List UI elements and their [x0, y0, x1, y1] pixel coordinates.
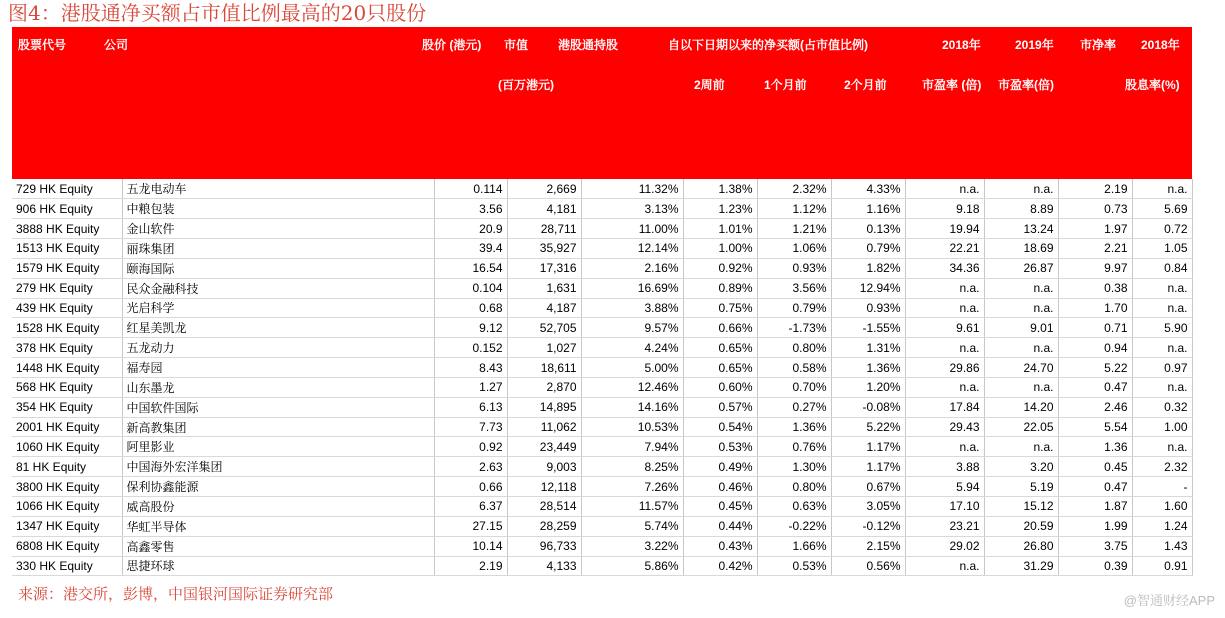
- table-row: [12, 536, 1192, 556]
- cell-value: -1.73%: [757, 318, 831, 338]
- cell-value: 4.33%: [831, 179, 905, 199]
- cell-value: n.a.: [1132, 298, 1192, 318]
- cell-value: n.a.: [984, 437, 1058, 457]
- table-row: [12, 179, 1192, 199]
- cell-value: 1,027: [507, 338, 581, 358]
- cell-value: 3.20: [984, 457, 1058, 477]
- cell-value: 20.59: [984, 516, 1058, 536]
- cell-value: 0.42%: [683, 556, 757, 576]
- cell-value: 14.16%: [581, 397, 683, 417]
- cell-value: 2,870: [507, 377, 581, 397]
- cell-company: 阿里影业: [122, 437, 434, 457]
- cell-value: 0.97: [1132, 358, 1192, 378]
- cell-value: 11.32%: [581, 179, 683, 199]
- cell-value: 5.86%: [581, 556, 683, 576]
- cell-value: 3.88%: [581, 298, 683, 318]
- cell-value: 1.97: [1058, 219, 1132, 239]
- cell-value: 4.24%: [581, 338, 683, 358]
- cell-code: 1513 HK Equity: [12, 239, 122, 259]
- header-mcap-unit: (百万港元): [498, 78, 554, 92]
- cell-value: n.a.: [905, 278, 984, 298]
- cell-value: 22.05: [984, 417, 1058, 437]
- cell-value: 2.46: [1058, 397, 1132, 417]
- cell-value: 5.54: [1058, 417, 1132, 437]
- header-code: 股票代号: [18, 38, 67, 52]
- header-2m: 2个月前: [844, 78, 887, 92]
- cell-value: 17.84: [905, 397, 984, 417]
- header-dy-year: 2018年: [1141, 38, 1180, 52]
- cell-value: -1.55%: [831, 318, 905, 338]
- cell-value: n.a.: [905, 556, 984, 576]
- cell-value: 20.9: [434, 219, 507, 239]
- cell-value: 16.69%: [581, 278, 683, 298]
- cell-value: 10.14: [434, 536, 507, 556]
- cell-value: 39.4: [434, 239, 507, 259]
- cell-value: 0.93%: [831, 298, 905, 318]
- cell-company: 五龙电动车: [122, 179, 434, 199]
- cell-value: n.a.: [984, 298, 1058, 318]
- cell-value: n.a.: [905, 298, 984, 318]
- header-pe18-year: 2018年: [942, 38, 981, 52]
- cell-value: 15.12: [984, 497, 1058, 517]
- cell-value: 7.26%: [581, 477, 683, 497]
- cell-value: 5.22%: [831, 417, 905, 437]
- cell-company: 金山软件: [122, 219, 434, 239]
- cell-value: 5.74%: [581, 516, 683, 536]
- cell-value: 1.00: [1132, 417, 1192, 437]
- cell-value: 0.45: [1058, 457, 1132, 477]
- cell-value: n.a.: [1132, 278, 1192, 298]
- cell-value: 3.13%: [581, 199, 683, 219]
- cell-value: 0.43%: [683, 536, 757, 556]
- cell-value: 0.13%: [831, 219, 905, 239]
- cell-value: 0.80%: [757, 338, 831, 358]
- cell-value: 5.22: [1058, 358, 1132, 378]
- cell-value: 0.56%: [831, 556, 905, 576]
- cell-value: 8.25%: [581, 457, 683, 477]
- cell-value: 1.87: [1058, 497, 1132, 517]
- cell-value: 0.45%: [683, 497, 757, 517]
- cell-value: n.a.: [984, 377, 1058, 397]
- cell-value: 9.97: [1058, 258, 1132, 278]
- cell-company: 福寿园: [122, 358, 434, 378]
- cell-value: n.a.: [905, 179, 984, 199]
- cell-value: 18.69: [984, 239, 1058, 259]
- cell-value: 5.90: [1132, 318, 1192, 338]
- cell-value: 0.73: [1058, 199, 1132, 219]
- header-2w: 2周前: [694, 78, 725, 92]
- cell-value: 0.39: [1058, 556, 1132, 576]
- table-row: [12, 556, 1192, 576]
- cell-company: 五龙动力: [122, 338, 434, 358]
- cell-value: 7.73: [434, 417, 507, 437]
- cell-value: 29.43: [905, 417, 984, 437]
- cell-company: 红星美凯龙: [122, 318, 434, 338]
- header-dy: 股息率(%): [1125, 78, 1180, 92]
- cell-value: 0.60%: [683, 377, 757, 397]
- cell-value: 0.79%: [757, 298, 831, 318]
- cell-value: 3.22%: [581, 536, 683, 556]
- cell-value: 2.19: [434, 556, 507, 576]
- cell-value: 2.32: [1132, 457, 1192, 477]
- cell-value: 0.66%: [683, 318, 757, 338]
- cell-value: 1.12%: [757, 199, 831, 219]
- cell-value: 0.53%: [757, 556, 831, 576]
- cell-value: 19.94: [905, 219, 984, 239]
- stock-table: [12, 179, 1193, 576]
- cell-company: 中国软件国际: [122, 397, 434, 417]
- cell-value: -0.12%: [831, 516, 905, 536]
- table-row: [12, 417, 1192, 437]
- table-row: [12, 219, 1192, 239]
- cell-value: 0.66: [434, 477, 507, 497]
- table-row: [12, 477, 1192, 497]
- header-netbuy: 自以下日期以来的净买额(占市值比例): [668, 38, 868, 52]
- cell-value: 24.70: [984, 358, 1058, 378]
- cell-code: 378 HK Equity: [12, 338, 122, 358]
- cell-value: 0.54%: [683, 417, 757, 437]
- header-pe18: 市盈率 (倍): [922, 78, 982, 92]
- cell-value: 16.54: [434, 258, 507, 278]
- cell-value: 7.94%: [581, 437, 683, 457]
- cell-value: 0.91: [1132, 556, 1192, 576]
- cell-value: 1.20%: [831, 377, 905, 397]
- cell-value: 1.16%: [831, 199, 905, 219]
- cell-value: n.a.: [905, 377, 984, 397]
- cell-value: n.a.: [984, 338, 1058, 358]
- cell-code: 279 HK Equity: [12, 278, 122, 298]
- cell-company: 思捷环球: [122, 556, 434, 576]
- cell-company: 民众金融科技: [122, 278, 434, 298]
- header-company: 公司: [104, 38, 129, 52]
- cell-value: 5.94: [905, 477, 984, 497]
- cell-value: 23,449: [507, 437, 581, 457]
- cell-value: 1.05: [1132, 239, 1192, 259]
- header-pe19: 市盈率(倍): [998, 78, 1054, 92]
- header-pb: 市净率: [1080, 38, 1117, 52]
- cell-value: 23.21: [905, 516, 984, 536]
- cell-value: 3.56: [434, 199, 507, 219]
- cell-value: 1.99: [1058, 516, 1132, 536]
- cell-value: 1.36: [1058, 437, 1132, 457]
- cell-code: 1448 HK Equity: [12, 358, 122, 378]
- cell-value: 17,316: [507, 258, 581, 278]
- cell-value: 1.82%: [831, 258, 905, 278]
- table-row: [12, 199, 1192, 219]
- cell-company: 光启科学: [122, 298, 434, 318]
- cell-value: 0.63%: [757, 497, 831, 517]
- cell-code: 330 HK Equity: [12, 556, 122, 576]
- cell-value: 0.49%: [683, 457, 757, 477]
- watermark: @智通财经APP: [1123, 593, 1215, 608]
- cell-value: 1.66%: [757, 536, 831, 556]
- cell-value: 27.15: [434, 516, 507, 536]
- cell-value: 9.01: [984, 318, 1058, 338]
- cell-value: 2.16%: [581, 258, 683, 278]
- cell-value: 12,118: [507, 477, 581, 497]
- cell-code: 568 HK Equity: [12, 377, 122, 397]
- cell-value: 12.94%: [831, 278, 905, 298]
- table-row: [12, 437, 1192, 457]
- cell-value: 9.18: [905, 199, 984, 219]
- cell-value: n.a.: [1132, 437, 1192, 457]
- cell-value: 5.19: [984, 477, 1058, 497]
- cell-value: n.a.: [984, 179, 1058, 199]
- table-row: [12, 338, 1192, 358]
- cell-value: 1.36%: [757, 417, 831, 437]
- cell-value: 0.75%: [683, 298, 757, 318]
- cell-company: 丽珠集团: [122, 239, 434, 259]
- cell-value: 9.12: [434, 318, 507, 338]
- cell-value: 0.27%: [757, 397, 831, 417]
- cell-value: 14,895: [507, 397, 581, 417]
- cell-code: 906 HK Equity: [12, 199, 122, 219]
- cell-code: 1066 HK Equity: [12, 497, 122, 517]
- cell-value: 0.92: [434, 437, 507, 457]
- cell-value: 28,259: [507, 516, 581, 536]
- cell-value: 2.21: [1058, 239, 1132, 259]
- cell-value: 1.70: [1058, 298, 1132, 318]
- cell-value: 1.38%: [683, 179, 757, 199]
- cell-value: 0.71: [1058, 318, 1132, 338]
- cell-value: 6.13: [434, 397, 507, 417]
- source-note: 来源：港交所，彭博，中国银河国际证券研究部: [18, 585, 334, 603]
- cell-value: 34.36: [905, 258, 984, 278]
- cell-company: 威高股份: [122, 497, 434, 517]
- cell-value: 8.89: [984, 199, 1058, 219]
- cell-value: 3.05%: [831, 497, 905, 517]
- cell-value: 1.06%: [757, 239, 831, 259]
- cell-value: 28,514: [507, 497, 581, 517]
- cell-value: 6.37: [434, 497, 507, 517]
- header-holding: 港股通持股: [558, 38, 619, 52]
- cell-value: 1.36%: [831, 358, 905, 378]
- table-row: [12, 497, 1192, 517]
- cell-value: 29.86: [905, 358, 984, 378]
- cell-value: 0.114: [434, 179, 507, 199]
- cell-value: 0.80%: [757, 477, 831, 497]
- cell-code: 354 HK Equity: [12, 397, 122, 417]
- cell-value: 1.43: [1132, 536, 1192, 556]
- cell-code: 81 HK Equity: [12, 457, 122, 477]
- cell-value: 14.20: [984, 397, 1058, 417]
- cell-value: 1.27: [434, 377, 507, 397]
- table-row: [12, 298, 1192, 318]
- table-row: [12, 457, 1192, 477]
- cell-company: 高鑫零售: [122, 536, 434, 556]
- cell-value: 9.61: [905, 318, 984, 338]
- cell-value: 26.80: [984, 536, 1058, 556]
- cell-code: 1347 HK Equity: [12, 516, 122, 536]
- cell-code: 3888 HK Equity: [12, 219, 122, 239]
- cell-value: 9.57%: [581, 318, 683, 338]
- cell-value: n.a.: [1132, 338, 1192, 358]
- cell-code: 2001 HK Equity: [12, 417, 122, 437]
- cell-value: 4,187: [507, 298, 581, 318]
- cell-value: 11,062: [507, 417, 581, 437]
- cell-value: 11.00%: [581, 219, 683, 239]
- cell-value: 8.43: [434, 358, 507, 378]
- table-header: [12, 27, 1192, 179]
- table-row: [12, 239, 1192, 259]
- cell-value: 96,733: [507, 536, 581, 556]
- table-row: [12, 318, 1192, 338]
- cell-value: 0.67%: [831, 477, 905, 497]
- cell-value: 1.23%: [683, 199, 757, 219]
- cell-value: 0.46%: [683, 477, 757, 497]
- cell-value: 0.104: [434, 278, 507, 298]
- table-row: [12, 278, 1192, 298]
- cell-value: 0.47: [1058, 377, 1132, 397]
- cell-value: 0.92%: [683, 258, 757, 278]
- cell-code: 1060 HK Equity: [12, 437, 122, 457]
- cell-company: 华虹半导体: [122, 516, 434, 536]
- cell-value: n.a.: [905, 437, 984, 457]
- cell-value: 17.10: [905, 497, 984, 517]
- cell-company: 中粮包装: [122, 199, 434, 219]
- cell-value: 0.72: [1132, 219, 1192, 239]
- table-row: [12, 358, 1192, 378]
- cell-value: 26.87: [984, 258, 1058, 278]
- cell-value: 0.38: [1058, 278, 1132, 298]
- cell-value: 0.84: [1132, 258, 1192, 278]
- header-1m: 1个月前: [764, 78, 807, 92]
- cell-value: 0.68: [434, 298, 507, 318]
- cell-value: 0.44%: [683, 516, 757, 536]
- cell-value: 2.19: [1058, 179, 1132, 199]
- cell-value: 9,003: [507, 457, 581, 477]
- cell-value: 0.58%: [757, 358, 831, 378]
- cell-value: 0.32: [1132, 397, 1192, 417]
- cell-value: 2.32%: [757, 179, 831, 199]
- cell-value: 3.56%: [757, 278, 831, 298]
- header-mcap: 市值: [504, 38, 529, 52]
- cell-company: 颐海国际: [122, 258, 434, 278]
- cell-value: 3.88: [905, 457, 984, 477]
- cell-value: 4,181: [507, 199, 581, 219]
- cell-value: 52,705: [507, 318, 581, 338]
- cell-value: 10.53%: [581, 417, 683, 437]
- cell-value: 3.75: [1058, 536, 1132, 556]
- table-row: [12, 377, 1192, 397]
- cell-company: 保利协鑫能源: [122, 477, 434, 497]
- cell-company: 中国海外宏洋集团: [122, 457, 434, 477]
- cell-code: 6808 HK Equity: [12, 536, 122, 556]
- cell-code: 1528 HK Equity: [12, 318, 122, 338]
- cell-code: 3800 HK Equity: [12, 477, 122, 497]
- cell-value: 0.65%: [683, 338, 757, 358]
- cell-value: 1.00%: [683, 239, 757, 259]
- cell-value: 5.00%: [581, 358, 683, 378]
- cell-value: 0.152: [434, 338, 507, 358]
- cell-value: -0.08%: [831, 397, 905, 417]
- cell-value: 29.02: [905, 536, 984, 556]
- cell-value: 0.79%: [831, 239, 905, 259]
- cell-value: 1.17%: [831, 457, 905, 477]
- cell-value: 1.24: [1132, 516, 1192, 536]
- cell-value: 0.65%: [683, 358, 757, 378]
- cell-value: 0.76%: [757, 437, 831, 457]
- cell-code: 1579 HK Equity: [12, 258, 122, 278]
- cell-value: 1.31%: [831, 338, 905, 358]
- cell-value: n.a.: [984, 278, 1058, 298]
- cell-value: 1.01%: [683, 219, 757, 239]
- cell-value: 2.15%: [831, 536, 905, 556]
- cell-code: 439 HK Equity: [12, 298, 122, 318]
- cell-value: 0.94: [1058, 338, 1132, 358]
- cell-value: 35,927: [507, 239, 581, 259]
- cell-value: 0.57%: [683, 397, 757, 417]
- cell-value: 12.14%: [581, 239, 683, 259]
- table-row: [12, 397, 1192, 417]
- cell-value: 22.21: [905, 239, 984, 259]
- cell-value: 4,133: [507, 556, 581, 576]
- cell-value: 11.57%: [581, 497, 683, 517]
- table-row: [12, 258, 1192, 278]
- cell-value: 13.24: [984, 219, 1058, 239]
- cell-value: 0.89%: [683, 278, 757, 298]
- cell-code: 729 HK Equity: [12, 179, 122, 199]
- cell-value: 2,669: [507, 179, 581, 199]
- cell-value: 1.21%: [757, 219, 831, 239]
- cell-value: 31.29: [984, 556, 1058, 576]
- cell-value: 12.46%: [581, 377, 683, 397]
- cell-value: n.a.: [1132, 179, 1192, 199]
- cell-value: 5.69: [1132, 199, 1192, 219]
- cell-value: -0.22%: [757, 516, 831, 536]
- cell-company: 山东墨龙: [122, 377, 434, 397]
- cell-value: 0.47: [1058, 477, 1132, 497]
- cell-value: 1.60: [1132, 497, 1192, 517]
- cell-value: n.a.: [1132, 377, 1192, 397]
- table-row: [12, 516, 1192, 536]
- cell-value: 2.63: [434, 457, 507, 477]
- cell-value: 28,711: [507, 219, 581, 239]
- cell-value: 0.53%: [683, 437, 757, 457]
- cell-value: -: [1132, 477, 1192, 497]
- cell-value: 0.70%: [757, 377, 831, 397]
- cell-value: 1,631: [507, 278, 581, 298]
- figure-title: 图4：港股通净买额占市值比例最高的20只股份: [8, 1, 427, 25]
- header-pe19-year: 2019年: [1015, 38, 1054, 52]
- header-price: 股价 (港元): [422, 38, 482, 52]
- cell-value: 0.93%: [757, 258, 831, 278]
- cell-value: n.a.: [905, 338, 984, 358]
- cell-value: 18,611: [507, 358, 581, 378]
- cell-company: 新高教集团: [122, 417, 434, 437]
- cell-value: 1.17%: [831, 437, 905, 457]
- cell-value: 1.30%: [757, 457, 831, 477]
